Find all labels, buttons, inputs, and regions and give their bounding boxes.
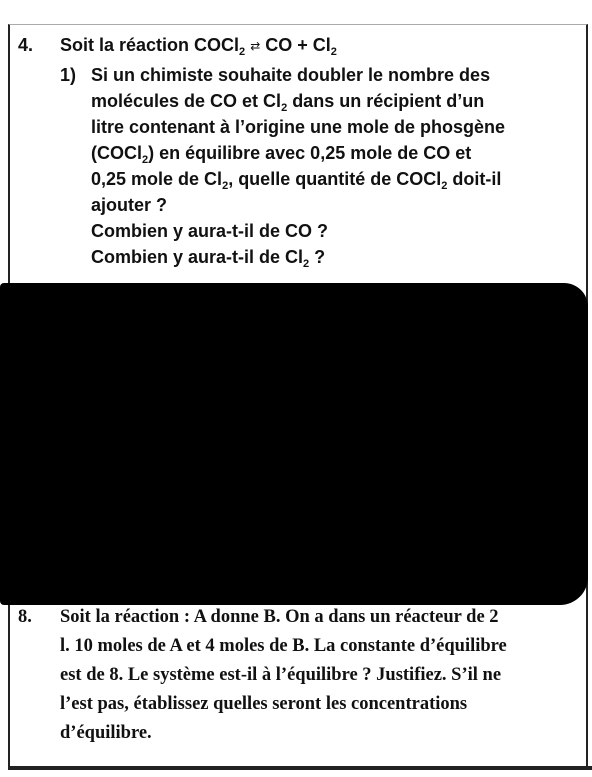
equilibrium-arrow-icon: ⇄ [250, 39, 261, 53]
text-line: (COCl$_2$) en équilibre avec 0,25 mole de CO et [91, 143, 472, 166]
question-8-text [60, 604, 585, 749]
redaction-block [0, 283, 588, 605]
subquestion-1-number: 1) [60, 65, 77, 85]
subscript: 2 [239, 46, 246, 58]
text-line: l. 10 moles de A et 4 moles de B. La constante d’équilibre [60, 636, 507, 656]
text-line: ajouter ? [91, 195, 168, 215]
text-line: l’est pas, établissez quelles seront les concentrations [60, 694, 468, 714]
subquestion-1-text [91, 62, 581, 270]
text-line: est de 8. Le système est-il à l’équilibre ? Justifiez. S’il ne [60, 665, 502, 685]
text-line: litre contenant à l’origine une mole de phosgène [91, 117, 506, 137]
text-line: d’équilibre. [60, 723, 152, 743]
text-line: molécules de CO et $Cl_2$ dans un récipient d’un [91, 91, 485, 114]
text-line: Soit la réaction : A donne B. On a dans un réacteur de 2 [60, 607, 499, 627]
question-4-title [60, 32, 337, 59]
question-8-number: 8. [18, 607, 32, 627]
text-line: Si un chimiste souhaite doubler le nombre des [91, 65, 491, 85]
bottom-border [8, 766, 592, 770]
subscript: 2 [330, 46, 337, 58]
question-4-number: 4. [18, 35, 34, 55]
text-line: Combien y aura-t-il de $Cl_2$ ? [91, 247, 326, 270]
q4-title-mid: CO + Cl [260, 35, 331, 55]
q4-title-prefix: Soit la réaction COCl [60, 35, 240, 55]
text-line: 0,25 mole de $Cl_2$, quelle quantité de COCl$_2$ doit-il [91, 169, 502, 192]
text-line: Combien y aura-t-il de CO ? [91, 221, 329, 241]
